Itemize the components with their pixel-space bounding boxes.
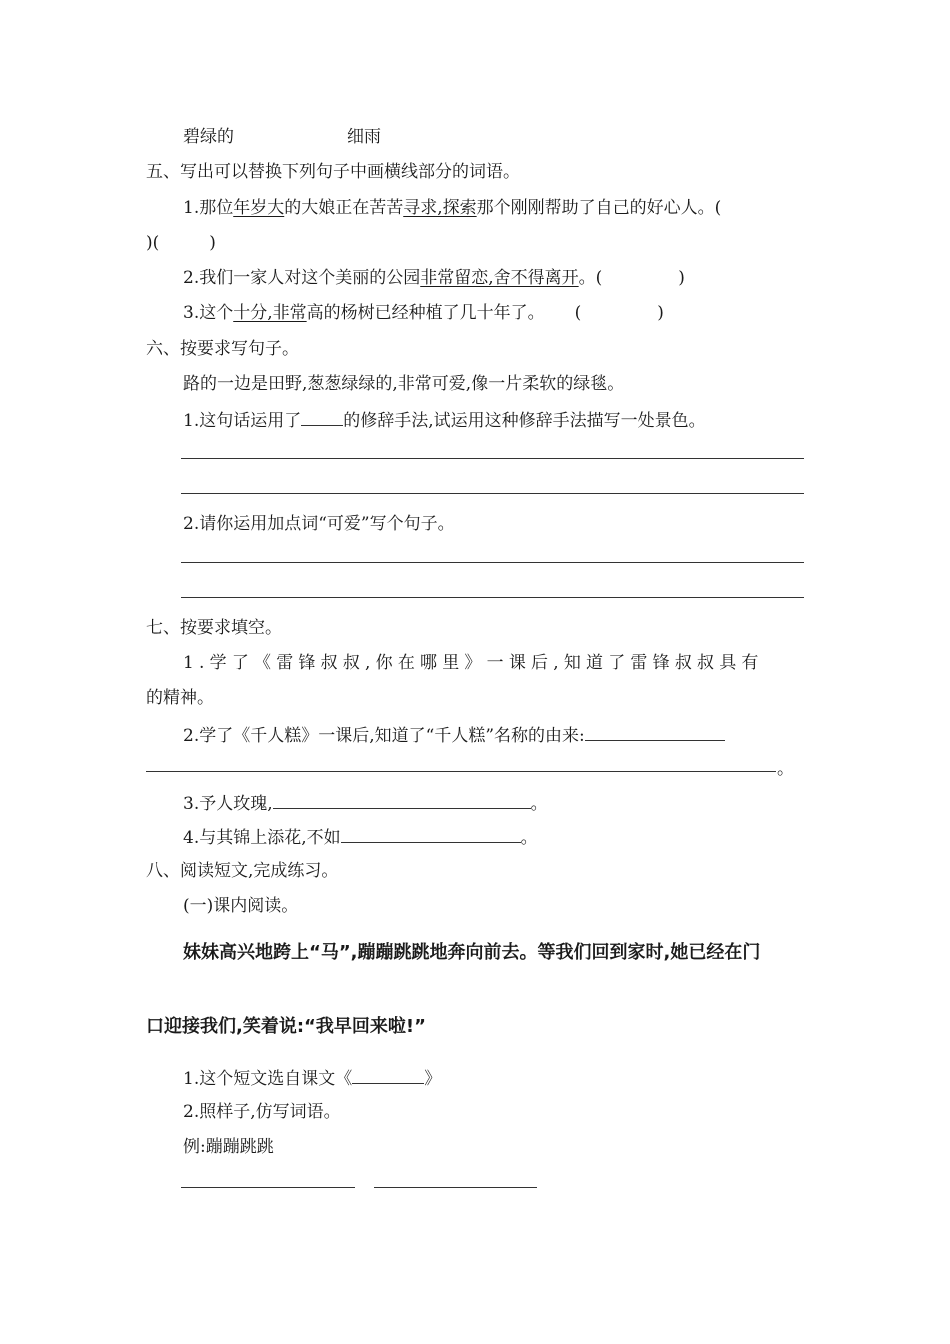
- fill-blank[interactable]: [273, 792, 531, 809]
- s6-question-1: 1.这句话运用了 的修辞手法,试运用这种修辞手法描写一处景色。: [183, 411, 706, 431]
- period: 。: [777, 759, 794, 779]
- s8-subheading: (一)课内阅读。: [183, 896, 299, 916]
- underlined-phrase: 年岁大: [233, 198, 285, 218]
- s6-question-2: 2.请你运用加点词“可爱”写个句子。: [183, 514, 455, 534]
- underlined-phrase: 十分,非常: [233, 303, 307, 323]
- section-8-heading: 八、阅读短文,完成练习。: [146, 861, 339, 881]
- s5-question-3: 3.这个十分,非常高的杨树已经种植了几十年了。 ( ): [183, 303, 664, 323]
- fill-blank[interactable]: [301, 409, 343, 426]
- answer-line[interactable]: [181, 458, 804, 459]
- s7-question-3: 3.予人玫瑰, 。: [183, 794, 548, 814]
- word-bilvde: 碧绿的: [183, 127, 234, 147]
- s8-question-1: 1.这个短文选自课文《 》: [183, 1069, 442, 1089]
- s7-question-1: 1.学了《雷锋叔叔,你在哪里》一课后,知道了雷锋叔叔具有: [183, 653, 764, 673]
- s7-question-1-cont: 的精神。: [146, 688, 214, 708]
- s5-question-1-answer: )( ): [146, 233, 216, 253]
- s8-question-2: 2.照样子,仿写词语。: [183, 1102, 341, 1122]
- fill-blank[interactable]: [585, 724, 725, 741]
- answer-line[interactable]: [181, 493, 804, 494]
- passage-line-1: 妹妹高兴地跨上“马”,蹦蹦跳跳地奔向前去。等我们回到家时,她已经在门: [183, 942, 761, 963]
- s5-question-2: 2.我们一家人对这个美丽的公园非常留恋,舍不得离开。( ): [183, 268, 685, 288]
- section-6-heading: 六、按要求写句子。: [146, 339, 299, 359]
- s8-example: 例:蹦蹦跳跳: [183, 1137, 274, 1157]
- section-5-heading: 五、写出可以替换下列句子中画横线部分的词语。: [146, 162, 520, 182]
- fill-blank[interactable]: [341, 826, 521, 843]
- passage-line-2: 口迎接我们,笑着说:“我早回来啦!”: [146, 1016, 426, 1037]
- s5-question-1: 1.那位年岁大的大娘正在苦苦寻求,探索那个刚刚帮助了自己的好心人。(: [183, 198, 722, 218]
- answer-line[interactable]: [181, 597, 804, 598]
- underlined-phrase: 非常留恋,舍不得离开: [420, 268, 579, 288]
- answer-line[interactable]: [181, 562, 804, 563]
- section-7-heading: 七、按要求填空。: [146, 618, 282, 638]
- fill-blank[interactable]: [352, 1067, 424, 1084]
- answer-line[interactable]: [146, 771, 776, 772]
- answer-line[interactable]: [181, 1187, 355, 1188]
- word-xiyu: 细雨: [347, 127, 381, 147]
- underlined-phrase: 寻求,探索: [403, 198, 477, 218]
- s7-question-2: 2.学了《千人糕》一课后,知道了“千人糕”名称的由来:: [183, 724, 725, 747]
- s7-question-4: 4.与其锦上添花,不如 。: [183, 828, 538, 848]
- answer-line[interactable]: [374, 1187, 537, 1188]
- s6-sentence: 路的一边是田野,葱葱绿绿的,非常可爱,像一片柔软的绿毯。: [183, 374, 625, 394]
